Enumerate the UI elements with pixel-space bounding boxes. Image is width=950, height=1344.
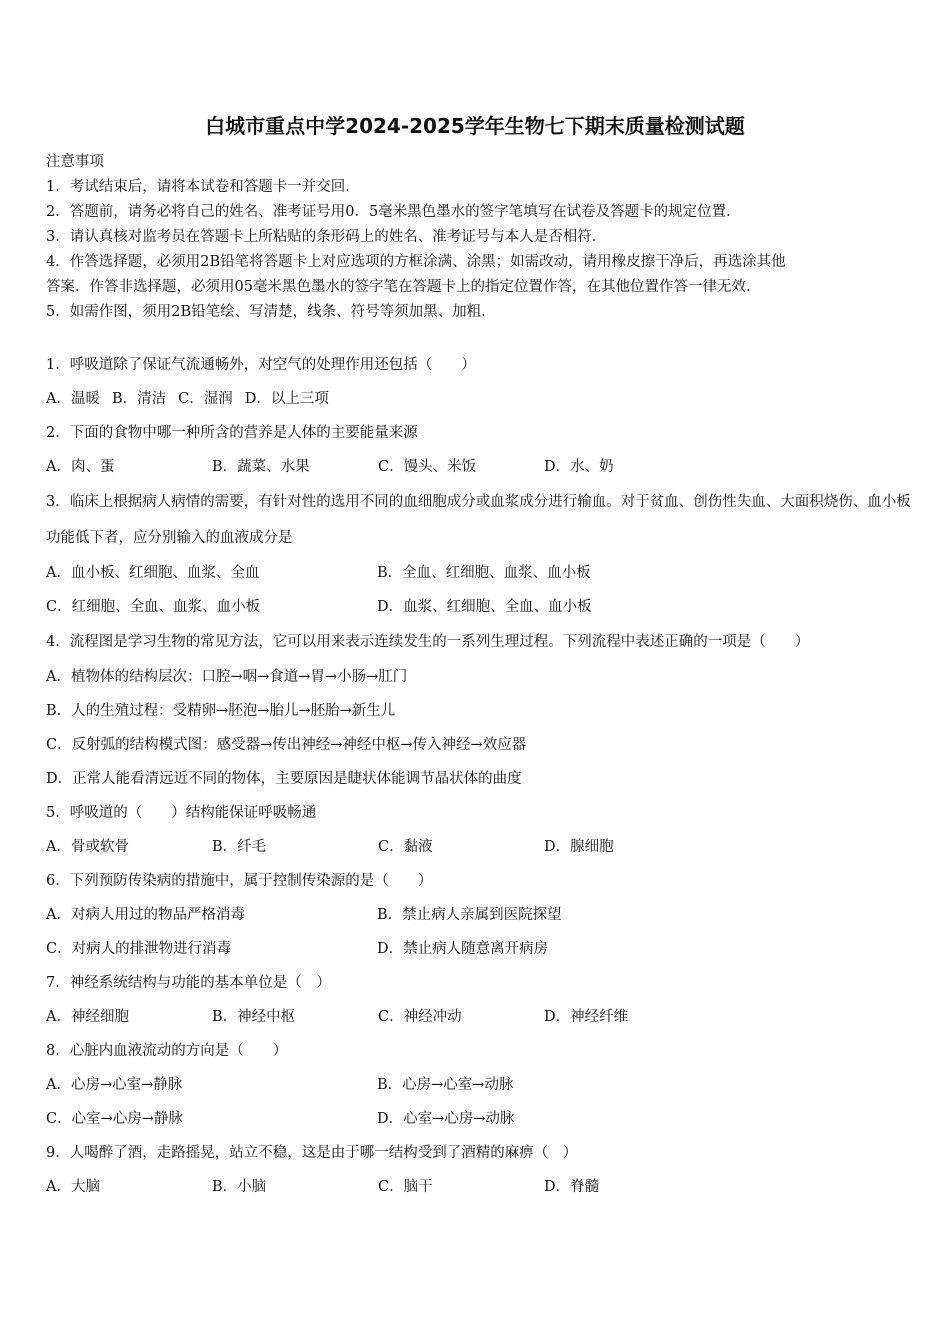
option-row — [46, 1102, 916, 1136]
option: D．以上三项 — [244, 391, 329, 407]
option: C．馒头、米饭 — [378, 459, 477, 475]
question-stem: 2．下面的食物中哪一种所含的营养是人体的主要能量来源 — [46, 425, 418, 441]
option-row — [46, 590, 916, 624]
option: D．腺细胞 — [544, 839, 614, 855]
option: A．大脑 — [46, 1179, 100, 1195]
option: D．禁止病人随意离开病房 — [377, 941, 549, 957]
option: A．骨或软骨 — [46, 839, 129, 855]
option-row — [46, 1170, 916, 1204]
option: C．心室→心房→静脉 — [46, 1111, 183, 1127]
option-row — [46, 932, 916, 966]
notes-heading: 注意事项 — [46, 154, 104, 170]
notes-item: 答案．作答非选择题，必须用05毫米黑色墨水的签字笔在答题卡上的指定位置作答，在其他位置作答一律无效． — [46, 279, 761, 295]
option: B．清洁 — [111, 391, 167, 407]
option: C．红细胞、全血、血浆、血小板 — [46, 599, 261, 615]
option: B．神经中枢 — [212, 1009, 296, 1025]
option: C．反射弧的结构模式图：感受器→传出神经→神经中枢→传入神经→效应器 — [46, 737, 527, 753]
option: B．心房→心室→动脉 — [377, 1077, 514, 1093]
question-stem: 7．神经系统结构与功能的基本单位是（ ） — [46, 975, 331, 991]
option: A．对病人用过的物品严格消毒 — [46, 907, 245, 923]
notes-section — [46, 150, 916, 325]
option-row — [46, 898, 916, 932]
option-row — [46, 450, 916, 484]
option: D．心室→心房→动脉 — [377, 1111, 515, 1127]
option: A．血小板、红细胞、血浆、全血 — [46, 565, 260, 581]
option: C．脑干 — [378, 1179, 433, 1195]
notes-item: 1．考试结束后，请将本试卷和答题卡一并交回． — [46, 179, 360, 195]
notes-item: 3．请认真核对监考员在答题卡上所粘贴的条形码上的姓名、准考证号与本人是否相符． — [46, 229, 607, 245]
option: C．黏液 — [378, 839, 433, 855]
question-stem: 8．心脏内血液流动的方向是（ ） — [46, 1043, 288, 1059]
option: D．正常人能看清远近不同的物体，主要原因是睫状体能调节晶状体的曲度 — [46, 771, 522, 787]
option: D．血浆、红细胞、全血、血小板 — [377, 599, 592, 615]
notes-item: 2．答题前，请务必将自己的姓名、准考证号用0．5毫米黑色墨水的签字笔填写在试卷及答题卡的规定位置． — [46, 204, 741, 220]
option: B．禁止病人亲属到医院探望 — [377, 907, 562, 923]
option: B．全血、红细胞、血浆、血小板 — [377, 565, 591, 581]
option: A．植物体的结构层次：口腔→咽→食道→胃→小肠→肛门 — [46, 669, 408, 685]
option-row — [46, 830, 916, 864]
option: B．蔬菜、水果 — [212, 459, 310, 475]
question-stem: 4．流程图是学习生物的常见方法，它可以用来表示连续发生的一系列生理过程。下列流程中表述正确的一项是（ ） — [46, 634, 810, 650]
option: C．湿润 — [178, 391, 233, 407]
question-stem: 5．呼吸道的（ ）结构能保证呼吸畅通 — [46, 805, 317, 821]
option: A．神经细胞 — [46, 1009, 129, 1025]
option-row — [46, 382, 916, 416]
option: C．对病人的排泄物进行消毒 — [46, 941, 232, 957]
notes-item: 4．作答选择题，必须用2B铅笔将答题卡上对应选项的方框涂满、涂黑；如需改动，请用橡皮擦干净后，再选涂其他 — [46, 254, 786, 270]
option: A．温暖 — [46, 391, 100, 407]
option: B．纤毛 — [212, 839, 267, 855]
option-row — [46, 1068, 916, 1102]
option: C．神经冲动 — [378, 1009, 462, 1025]
option-row — [46, 556, 916, 590]
option-row — [46, 1000, 916, 1034]
option: D．神经纤维 — [544, 1009, 629, 1025]
notes-item: 5．如需作图，须用2B铅笔绘、写清楚，线条、符号等须加黑、加粗． — [46, 304, 496, 320]
question-stem: 3．临床上根据病人病情的需要，有针对性的选用不同的血细胞成分或血浆成分进行输血。对于贫血、创伤性失血、大面积烧伤、血小板功能低下者，应分别输入的血液成分是 — [46, 494, 911, 546]
option: A．肉、蛋 — [46, 459, 115, 475]
option: B．人的生殖过程：受精卵→胚泡→胎儿→胚胎→新生儿 — [46, 703, 396, 719]
questions-section — [46, 348, 916, 1204]
page-title: 白城市重点中学2024-2025学年生物七下期末质量检测试题 — [205, 114, 745, 138]
option: D．水、奶 — [544, 459, 614, 475]
question-stem: 1．呼吸道除了保证气流通畅外，对空气的处理作用还包括（ ） — [46, 357, 476, 373]
question-stem: 6．下列预防传染病的措施中，属于控制传染源的是（ ） — [46, 873, 433, 889]
option: D．脊髓 — [544, 1179, 600, 1195]
question-stem: 9．人喝醉了酒，走路摇晃，站立不稳，这是由于哪一结构受到了酒精的麻痹（ ） — [46, 1145, 578, 1161]
option: B．小脑 — [212, 1179, 267, 1195]
option: A．心房→心室→静脉 — [46, 1077, 183, 1093]
